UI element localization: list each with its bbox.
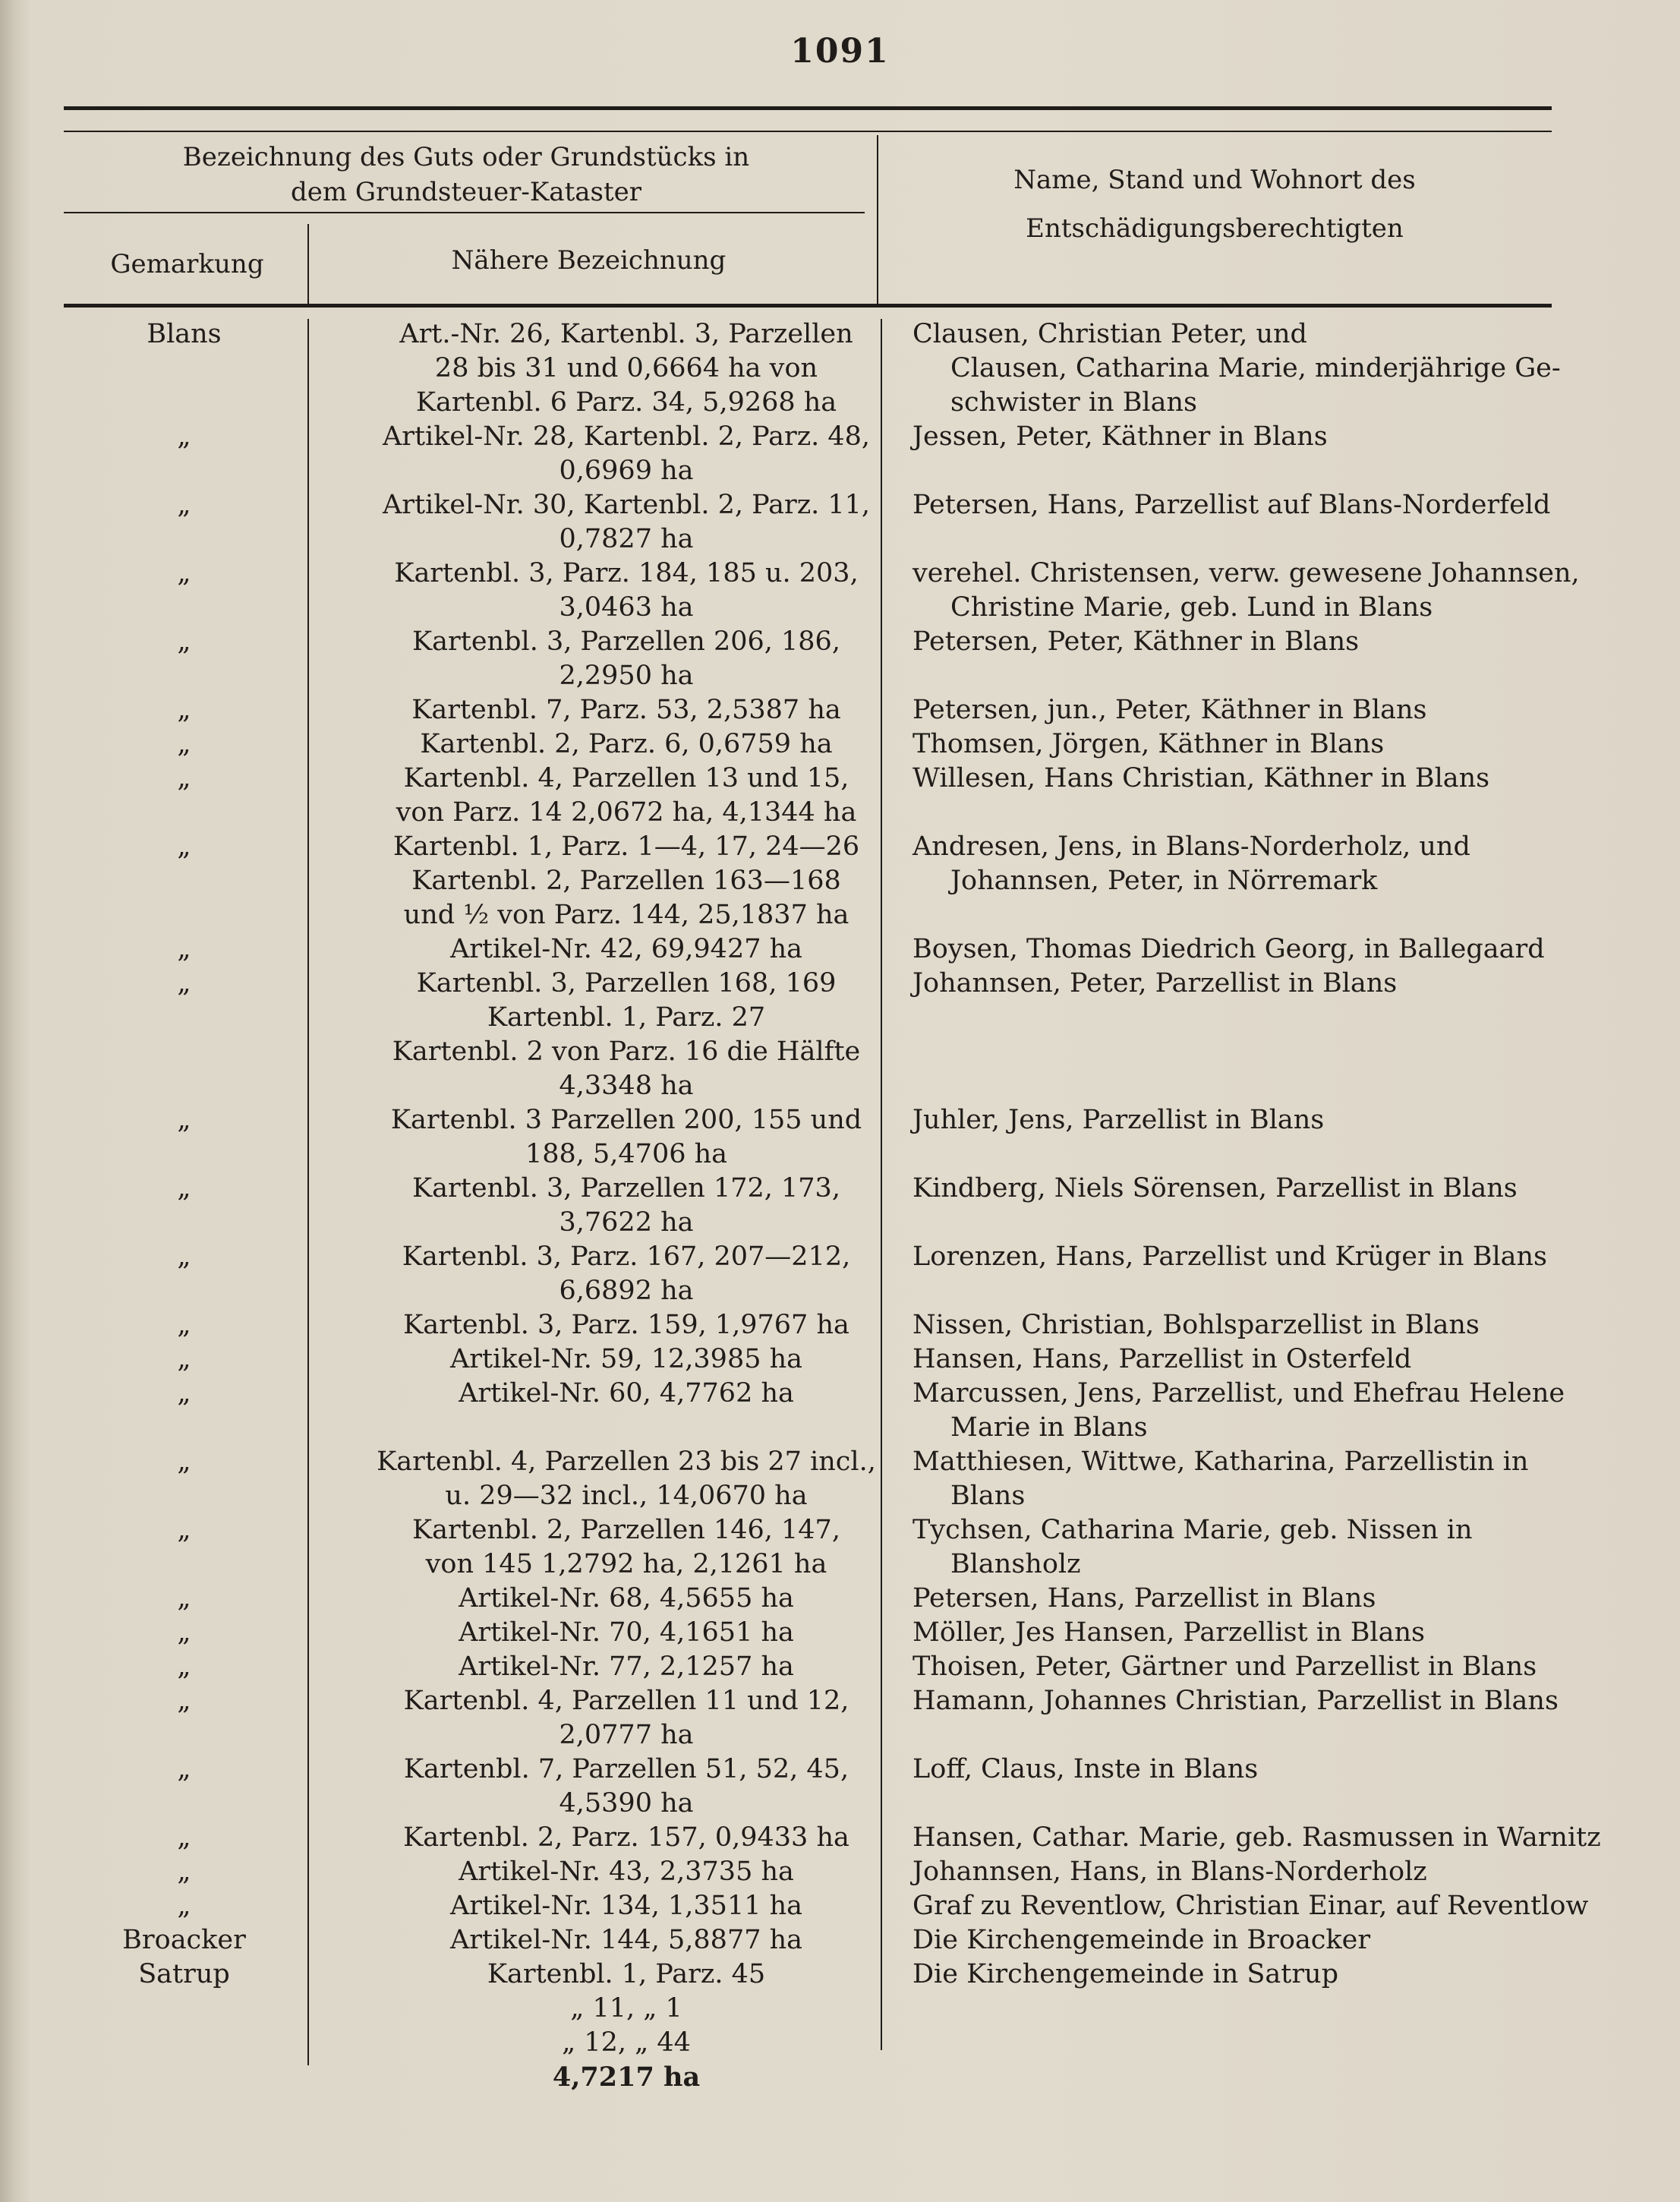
berechtigter-line: Jessen, Peter, Käthner in Blans (912, 421, 1328, 452)
gemarkung-text: „ (177, 968, 191, 998)
berechtigter-line: Nissen, Christian, Bohlsparzellist in Blans (912, 1310, 1480, 1340)
bezeichnung-line: 188, 5,4706 ha (525, 1139, 728, 1169)
berechtigter-line: Boysen, Thomas Diedrich Georg, in Ballegaard (912, 934, 1545, 964)
table-row (61, 1616, 1609, 1650)
row-bezeichnung (330, 1855, 922, 1889)
berechtigter-line: Johannsen, Hans, in Blans-Norderholz (912, 1857, 1427, 1887)
row-berechtigter (912, 1650, 1656, 1684)
row-berechtigter (912, 1923, 1656, 1958)
row-bezeichnung (330, 488, 922, 557)
row-berechtigter (912, 967, 1656, 1001)
row-gemarkung (61, 1855, 307, 1889)
row-gemarkung (61, 1889, 307, 1923)
gemarkung-text: „ (177, 1105, 191, 1135)
bezeichnung-line: Kartenbl. 1, Parz. 1—4, 17, 24—26 (392, 831, 860, 862)
gemarkung-text: „ (177, 1617, 191, 1648)
berechtigter-line: Petersen, Hans, Parzellist in Blans (912, 1583, 1376, 1614)
gemarkung-text: Satrup (138, 1959, 230, 1989)
row-gemarkung (61, 1342, 307, 1377)
berechtigter-line: Hamann, Johannes Christian, Parzellist in Blans (912, 1686, 1559, 1716)
bezeichnung-line: 28 bis 31 und 0,6664 ha von (434, 353, 818, 383)
berechtigter-line: Marcussen, Jens, Parzellist, und Ehefrau Helene (912, 1378, 1565, 1409)
header-group-underline (64, 212, 865, 213)
row-bezeichnung (330, 1923, 922, 1958)
row-bezeichnung (330, 1752, 922, 1821)
row-bezeichnung (330, 1889, 922, 1923)
bezeichnung-line: Kartenbl. 3, Parz. 184, 185 u. 203, (394, 558, 859, 588)
row-gemarkung (61, 932, 307, 967)
row-berechtigter (912, 693, 1656, 727)
row-bezeichnung (330, 420, 922, 488)
bezeichnung-line: Kartenbl. 4, Parzellen 11 und 12, (403, 1686, 849, 1716)
berechtigter-line: Lorenzen, Hans, Parzellist und Krüger in Blans (912, 1241, 1548, 1272)
berechtigter-line: Blans (950, 1481, 1026, 1511)
row-gemarkung (61, 727, 307, 762)
bezeichnung-line: „ 11, „ 1 (570, 1993, 682, 2024)
berechtigter-line: Andresen, Jens, in Blans-Norderholz, und (912, 831, 1470, 862)
row-berechtigter (912, 1103, 1656, 1137)
row-gemarkung (61, 1377, 307, 1411)
header-name-line1: Name, Stand und Wohnort des (1013, 165, 1416, 195)
gemarkung-text: „ (177, 421, 191, 452)
header-name-line2: Entschädigungsberechtigten (1026, 213, 1404, 244)
row-berechtigter (912, 1308, 1656, 1342)
row-bezeichnung (330, 1582, 922, 1616)
row-bezeichnung (330, 1616, 922, 1650)
table-row (61, 1377, 1609, 1445)
berechtigter-line: schwister in Blans (950, 387, 1197, 418)
row-bezeichnung (330, 1821, 922, 1855)
bezeichnung-line: 2,0777 ha (559, 1720, 694, 1750)
row-gemarkung (61, 1923, 307, 1958)
header-group-label (64, 140, 868, 210)
berechtigter-line: Willesen, Hans Christian, Käthner in Blans (912, 763, 1490, 793)
row-berechtigter (912, 625, 1656, 659)
row-berechtigter (912, 317, 1656, 420)
gemarkung-text: „ (177, 1754, 191, 1784)
table-row (61, 1240, 1609, 1308)
bezeichnung-line: Kartenbl. 2, Parzellen 163—168 (411, 866, 841, 896)
berechtigter-line: Die Kirchengemeinde in Broacker (912, 1925, 1371, 1955)
row-bezeichnung (330, 1308, 922, 1342)
bezeichnung-line: Kartenbl. 3 Parzellen 200, 155 und (390, 1105, 862, 1135)
table-row (61, 1923, 1609, 1958)
row-gemarkung (61, 557, 307, 591)
header-bottom-rule (64, 304, 1552, 308)
bezeichnung-line: von Parz. 14 2,0672 ha, 4,1344 ha (396, 797, 857, 828)
row-gemarkung (61, 1752, 307, 1787)
row-gemarkung (61, 1103, 307, 1137)
row-berechtigter (912, 830, 1656, 898)
gemarkung-text: „ (177, 626, 191, 657)
table-row (61, 1445, 1609, 1513)
gemarkung-text: Blans (147, 319, 222, 349)
bezeichnung-line: Artikel-Nr. 134, 1,3511 ha (449, 1891, 803, 1921)
berechtigter-line: Clausen, Christian Peter, und (912, 319, 1307, 349)
berechtigter-line: Graf zu Reventlow, Christian Einar, auf Reventlow (912, 1891, 1589, 1921)
table-row (61, 1855, 1609, 1889)
row-berechtigter (912, 727, 1656, 762)
gemarkung-text: „ (177, 695, 191, 725)
row-berechtigter (912, 932, 1656, 967)
row-berechtigter (912, 1855, 1656, 1889)
berechtigter-line: Marie in Blans (950, 1412, 1148, 1443)
row-bezeichnung (330, 1103, 922, 1172)
table-row (61, 1752, 1609, 1821)
bezeichnung-line: Kartenbl. 1, Parz. 27 (487, 1002, 766, 1033)
bezeichnung-line: Artikel-Nr. 144, 5,8877 ha (449, 1925, 803, 1955)
row-berechtigter (912, 762, 1656, 796)
row-berechtigter (912, 420, 1656, 454)
bezeichnung-line: Artikel-Nr. 42, 69,9427 ha (449, 934, 803, 964)
row-berechtigter (912, 1582, 1656, 1616)
gemarkung-text: „ (177, 490, 191, 520)
gemarkung-text: „ (177, 1446, 191, 1477)
table-row (61, 1889, 1609, 1923)
row-gemarkung (61, 488, 307, 522)
table-row (61, 625, 1609, 693)
row-gemarkung (61, 1821, 307, 1855)
berechtigter-line: Petersen, jun., Peter, Käthner in Blans (912, 695, 1427, 725)
gemarkung-text: „ (177, 1515, 191, 1545)
row-berechtigter (912, 1958, 1656, 1992)
table-row (61, 488, 1609, 557)
table-row (61, 1103, 1609, 1172)
row-gemarkung (61, 1582, 307, 1616)
gemarkung-text: „ (177, 934, 191, 964)
bezeichnung-line: 3,0463 ha (559, 592, 694, 623)
row-gemarkung (61, 420, 307, 454)
bezeichnung-line: von 145 1,2792 ha, 2,1261 ha (425, 1549, 827, 1579)
row-berechtigter (912, 1889, 1656, 1923)
row-bezeichnung (330, 1650, 922, 1684)
table-row (61, 557, 1609, 625)
berechtigter-line: Die Kirchengemeinde in Satrup (912, 1959, 1339, 1989)
bezeichnung-line: 0,7827 ha (559, 524, 694, 554)
row-gemarkung (61, 625, 307, 659)
bezeichnung-line: Kartenbl. 3, Parzellen 168, 169 (416, 968, 837, 998)
berechtigter-line: Matthiesen, Wittwe, Katharina, Parzellistin in (912, 1446, 1529, 1477)
gemarkung-text: „ (177, 729, 191, 759)
gemarkung-text: „ (177, 558, 191, 588)
gemarkung-text: „ (177, 1241, 191, 1272)
bezeichnung-line: Kartenbl. 6 Parz. 34, 5,9268 ha (415, 387, 837, 418)
gemarkung-text: „ (177, 1686, 191, 1716)
top-rule-thin (64, 131, 1552, 132)
berechtigter-line: Tychsen, Catharina Marie, geb. Nissen in (912, 1515, 1473, 1545)
berechtigter-line: verehel. Christensen, verw. gewesene Johannsen, (912, 558, 1580, 588)
bezeichnung-line: u. 29—32 incl., 14,0670 ha (445, 1481, 808, 1511)
row-berechtigter (912, 1377, 1656, 1445)
bezeichnung-line: „ 12, „ 44 (562, 2027, 691, 2058)
bezeichnung-line: Kartenbl. 3, Parzellen 172, 173, (412, 1173, 840, 1204)
row-gemarkung (61, 1958, 307, 1992)
row-berechtigter (912, 488, 1656, 522)
bezeichnung-line: Artikel-Nr. 77, 2,1257 ha (459, 1652, 794, 1682)
gemarkung-text: „ (177, 1857, 191, 1887)
bezeichnung-line: Artikel-Nr. 28, Kartenbl. 2, Parz. 48, (382, 421, 871, 452)
table-row (61, 693, 1609, 727)
row-gemarkung (61, 1616, 307, 1650)
berechtigter-line: Johannsen, Peter, in Nörremark (950, 866, 1378, 896)
table-row (61, 1308, 1609, 1342)
gemarkung-text: „ (177, 831, 191, 862)
table-row (61, 317, 1609, 420)
berechtigter-line: Clausen, Catharina Marie, minderjährige Ge- (950, 353, 1561, 383)
row-berechtigter (912, 1240, 1656, 1274)
row-berechtigter (912, 1342, 1656, 1377)
row-bezeichnung (330, 727, 922, 762)
table-row (61, 1650, 1609, 1684)
berechtigter-line: Möller, Jes Hansen, Parzellist in Blans (912, 1617, 1425, 1648)
table-row (61, 1582, 1609, 1616)
gemarkung-text: „ (177, 1891, 191, 1921)
header-group-line2: dem Grundsteuer-Kataster (291, 177, 641, 207)
gemarkung-text: Broacker (122, 1925, 246, 1955)
row-bezeichnung (330, 1342, 922, 1377)
row-gemarkung (61, 1513, 307, 1547)
row-berechtigter (912, 1684, 1656, 1718)
bezeichnung-line: Kartenbl. 3, Parzellen 206, 186, (412, 626, 840, 657)
bezeichnung-line: Kartenbl. 7, Parz. 53, 2,5387 ha (411, 695, 841, 725)
table-row (61, 1821, 1609, 1855)
gemarkung-text: „ (177, 1652, 191, 1682)
row-bezeichnung (330, 1445, 922, 1513)
berechtigter-line: Juhler, Jens, Parzellist in Blans (912, 1105, 1325, 1135)
row-bezeichnung (330, 1240, 922, 1308)
header-group-line1: Bezeichnung des Guts oder Grundstücks in (182, 142, 750, 172)
bezeichnung-line: Artikel-Nr. 68, 4,5655 ha (459, 1583, 794, 1614)
bezeichnung-line: Artikel-Nr. 43, 2,3735 ha (459, 1857, 794, 1887)
berechtigter-line: Loff, Claus, Inste in Blans (912, 1754, 1259, 1784)
bezeichnung-line: Artikel-Nr. 59, 12,3985 ha (449, 1344, 803, 1374)
row-bezeichnung (330, 1377, 922, 1445)
row-bezeichnung (330, 625, 922, 693)
row-gemarkung (61, 967, 307, 1001)
bezeichnung-line: Kartenbl. 3, Parz. 159, 1,9767 ha (403, 1310, 849, 1340)
row-bezeichnung (330, 1513, 922, 1582)
gemarkung-text: „ (177, 1173, 191, 1204)
berechtigter-line: Johannsen, Peter, Parzellist in Blans (912, 968, 1398, 998)
row-berechtigter (912, 557, 1656, 625)
bezeichnung-line: Artikel-Nr. 70, 4,1651 ha (459, 1617, 794, 1648)
bezeichnung-line: 4,3348 ha (559, 1071, 694, 1101)
berechtigter-line: Hansen, Hans, Parzellist in Osterfeld (912, 1344, 1412, 1374)
row-gemarkung (61, 1684, 307, 1718)
row-gemarkung (61, 830, 307, 864)
table-row (61, 1513, 1609, 1582)
table-row (61, 727, 1609, 762)
bezeichnung-line: Kartenbl. 7, Parzellen 51, 52, 45, (403, 1754, 849, 1784)
row-bezeichnung (330, 1684, 922, 1752)
row-bezeichnung (330, 1172, 922, 1240)
row-berechtigter (912, 1616, 1656, 1650)
bezeichnung-line: 3,7622 ha (559, 1207, 694, 1238)
gemarkung-text: „ (177, 763, 191, 793)
row-gemarkung (61, 1308, 307, 1342)
register-table (61, 317, 1609, 2094)
bezeichnung-line: Art.-Nr. 26, Kartenbl. 3, Parzellen (399, 319, 853, 349)
bezeichnung-line: 6,6892 ha (559, 1276, 694, 1306)
row-bezeichnung (330, 317, 922, 420)
bezeichnung-line: Kartenbl. 2, Parz. 157, 0,9433 ha (403, 1822, 849, 1853)
row-bezeichnung (330, 830, 922, 932)
bezeichnung-line: Artikel-Nr. 60, 4,7762 ha (459, 1378, 794, 1409)
bezeichnung-line: Kartenbl. 2, Parzellen 146, 147, (412, 1515, 840, 1545)
row-bezeichnung (330, 693, 922, 727)
gemarkung-text: „ (177, 1344, 191, 1374)
gemarkung-text: „ (177, 1583, 191, 1614)
row-berechtigter (912, 1445, 1656, 1513)
column-divider-1 (307, 224, 309, 308)
row-gemarkung (61, 317, 307, 352)
row-gemarkung (61, 1650, 307, 1684)
berechtigter-line: Petersen, Hans, Parzellist auf Blans-Norderfeld (912, 490, 1551, 520)
row-bezeichnung (330, 557, 922, 625)
bezeichnung-line: Kartenbl. 2 von Parz. 16 die Hälfte (392, 1036, 861, 1067)
page-number: 1091 (790, 32, 890, 71)
row-bezeichnung (330, 1958, 922, 2094)
row-bezeichnung (330, 762, 922, 830)
table-row (61, 1958, 1609, 2094)
table-row (61, 1172, 1609, 1240)
table-row (61, 420, 1609, 488)
gemarkung-text: „ (177, 1310, 191, 1340)
row-bezeichnung (330, 967, 922, 1103)
top-rule (64, 106, 1552, 110)
bezeichnung-line: Kartenbl. 3, Parz. 167, 207—212, (402, 1241, 851, 1272)
berechtigter-line: Petersen, Peter, Käthner in Blans (912, 626, 1360, 657)
berechtigter-line: Blansholz (950, 1549, 1081, 1579)
row-berechtigter (912, 1821, 1656, 1855)
bezeichnung-line: 4,5390 ha (559, 1788, 694, 1819)
bezeichnung-line: Kartenbl. 4, Parzellen 13 und 15, (403, 763, 849, 793)
header-name (881, 162, 1549, 246)
bezeichnung-line: 0,6969 ha (559, 456, 694, 486)
berechtigter-line: Christine Marie, geb. Lund in Blans (950, 592, 1433, 623)
berechtigter-line: Thomsen, Jörgen, Käthner in Blans (912, 729, 1385, 759)
row-gemarkung (61, 1445, 307, 1479)
bezeichnung-line (330, 1411, 922, 1445)
table-row (61, 1684, 1609, 1752)
row-berechtigter (912, 1752, 1656, 1787)
row-bezeichnung (330, 932, 922, 967)
row-gemarkung (61, 1172, 307, 1206)
bezeichnung-line: Kartenbl. 2, Parz. 6, 0,6759 ha (420, 729, 833, 759)
table-row (61, 967, 1609, 1103)
row-gemarkung (61, 1240, 307, 1274)
table-row (61, 932, 1609, 967)
bezeichnung-line: Artikel-Nr. 30, Kartenbl. 2, Parz. 11, (382, 490, 871, 520)
berechtigter-line: Hansen, Cathar. Marie, geb. Rasmussen in Warnitz (912, 1822, 1601, 1853)
bezeichnung-line: 2,2950 ha (559, 661, 694, 691)
column-divider-2 (877, 135, 878, 306)
gemarkung-text: „ (177, 1378, 191, 1409)
gemarkung-text: „ (177, 1822, 191, 1853)
bezeichnung-line: und ½ von Parz. 144, 25,1837 ha (403, 900, 849, 930)
row-gemarkung (61, 762, 307, 796)
table-row (61, 762, 1609, 830)
row-berechtigter (912, 1513, 1656, 1582)
header-bezeichnung: Nähere Bezeichnung (451, 245, 727, 276)
header-gemarkung: Gemarkung (110, 249, 264, 279)
row-berechtigter (912, 1172, 1656, 1206)
table-row (61, 1342, 1609, 1377)
berechtigter-line: Thoisen, Peter, Gärtner und Parzellist in Blans (912, 1652, 1537, 1682)
bezeichnung-line: 4,7217 ha (552, 2062, 701, 2093)
row-gemarkung (61, 693, 307, 727)
bezeichnung-line: Kartenbl. 4, Parzellen 23 bis 27 incl., (377, 1446, 876, 1477)
berechtigter-line: Kindberg, Niels Sörensen, Parzellist in Blans (912, 1173, 1518, 1204)
bezeichnung-line: Kartenbl. 1, Parz. 45 (487, 1959, 766, 1989)
table-row (61, 830, 1609, 932)
